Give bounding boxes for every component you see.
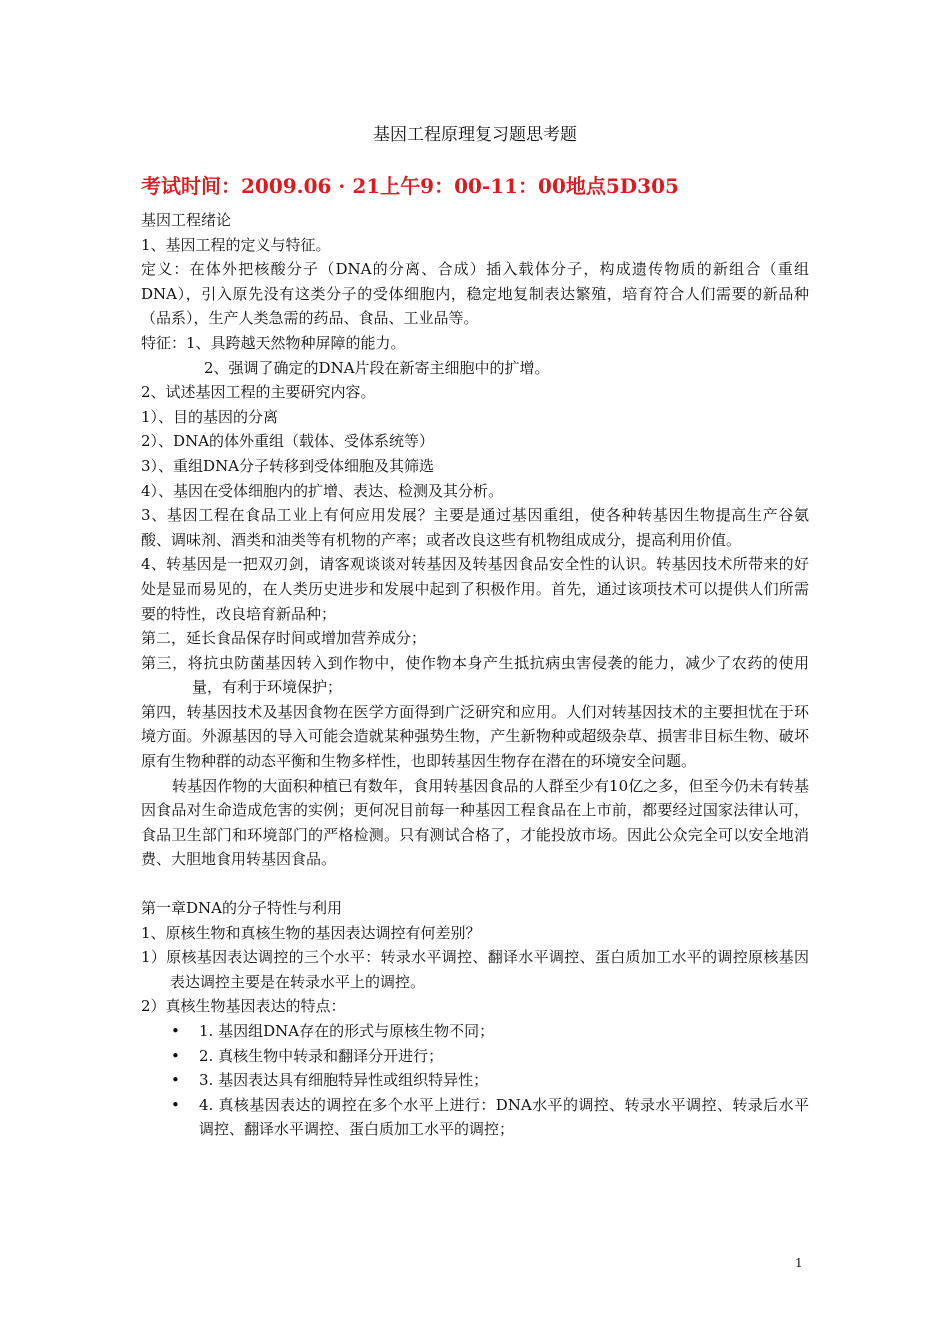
list-item: • 2. 真核生物中转录和翻译分开进行； — [141, 1044, 809, 1069]
content-item-3: 3）、重组DNA分子转移到受体细胞及其筛选 — [141, 456, 435, 475]
section-gap — [141, 872, 809, 896]
chapter1-answer-2: 2）真核生物基因表达的特点： — [141, 997, 346, 1016]
feature-1: 特征：1、具跨越天然物种屏障的能力。 — [141, 333, 406, 352]
bullet-icon: • — [171, 1095, 180, 1114]
eukaryote-features-list — [141, 1019, 809, 1142]
section-heading-intro: 基因工程绪论 — [141, 211, 232, 229]
bullet-icon: • — [171, 1071, 180, 1090]
content-item-2: 2）、DNA的体外重组（载体、受体系统等） — [141, 432, 435, 451]
content-item-4: 4）、基因在受体细胞内的扩增、表达、检测及其分析。 — [141, 481, 504, 500]
question-4: 4、转基因是一把双刃剑，请客观谈谈对转基因及转基因食品安全性的认识。转基因技术所带来的好处是显而易见的，在人类历史进步和发展中起到了积极作用。首先，通过该项技术可以提供人们所需要的特性，改良培育新品种； — [141, 555, 809, 623]
question-1: 1、基因工程的定义与特征。 — [141, 235, 331, 254]
page-number: 1 — [795, 1256, 803, 1270]
bullet-icon: • — [171, 1046, 180, 1065]
question-2: 2、试述基因工程的主要研究内容。 — [141, 383, 376, 402]
section-heading-chapter1: 第一章DNA的分子特性与利用 — [141, 899, 342, 918]
summary-paragraph: 转基因作物的大面积种植已有数年，食用转基因食品的人群至少有10亿之多，但至今仍未有转基因食品对生命造成危害的实例；更何况目前每一种基因工程食品在上市前，都要经过国家法律认可，食品卫生部门和环境部门的严格检测。只有测试合格了，才能投放市场。因此公众完全可以安全地消费、大胆地食用转基因食品。 — [141, 776, 809, 869]
list-item: • 1. 基因组DNA存在的形式与原核生物不同； — [141, 1019, 809, 1044]
chapter1-question-1: 1、原核生物和真核生物的基因表达调控有何差别？ — [141, 923, 481, 942]
document-title: 基因工程原理复习题思考题 — [373, 125, 577, 145]
content-item-1: 1）、目的基因的分离 — [141, 407, 279, 426]
exam-info: 考试时间：2009.06 · 21上午9：00-11：00地点5D305 — [141, 174, 679, 198]
list-item: • 4. 真核基因表达的调控在多个水平上进行：DNA水平的调控、转录水平调控、转录后水平调控、翻译水平调控、蛋白质加工水平的调控； — [141, 1093, 809, 1142]
point-second: 第二，延长食品保存时间或增加营养成分； — [141, 629, 427, 648]
feature-2: 2、强调了确定的DNA片段在新寄主细胞中的扩增。 — [204, 358, 550, 377]
page-content — [141, 118, 809, 1142]
list-item: • 3. 基因表达具有细胞特异性或组织特异性； — [141, 1068, 809, 1093]
bullet-icon: • — [171, 1022, 180, 1040]
point-third: 第三，将抗虫防菌基因转入到作物中，使作物本身产生抵抗病虫害侵袭的能力，减少了农药的使用量，有利于环境保护； — [141, 653, 809, 697]
chapter1-answer-1: 1）原核基因表达调控的三个水平：转录水平调控、翻译水平调控、蛋白质加工水平的调控原核基因表达调控主要是在转录水平上的调控。 — [141, 948, 809, 991]
point-fourth: 第四，转基因技术及基因食物在医学方面得到广泛研究和应用。人们对转基因技术的主要担忧在于环境方面。外源基因的导入可能会造就某种强势生物，产生新物种或超级杂草、损害非目标生物、破坏原有生物种群的动态平衡和生物多样性，也即转基因生物存在潜在的环境安全问题。 — [141, 702, 809, 771]
definition-paragraph: 定义：在体外把核酸分子（DNA的分离、合成）插入载体分子，构成遗传物质的新组合（重组DNA），引入原先没有这类分子的受体细胞内，稳定地复制表达繁殖，培育符合人们需要的新品种（品系），生产人类急需的药品、食品、工业品等。 — [141, 260, 809, 328]
question-3: 3、基因工程在食品工业上有何应用发展？主要是通过基因重组，使各种转基因生物提高生产谷氨酸、调味剂、酒类和油类等有机物的产率；或者改良这些有机物组成成分，提高利用价值。 — [141, 506, 809, 549]
